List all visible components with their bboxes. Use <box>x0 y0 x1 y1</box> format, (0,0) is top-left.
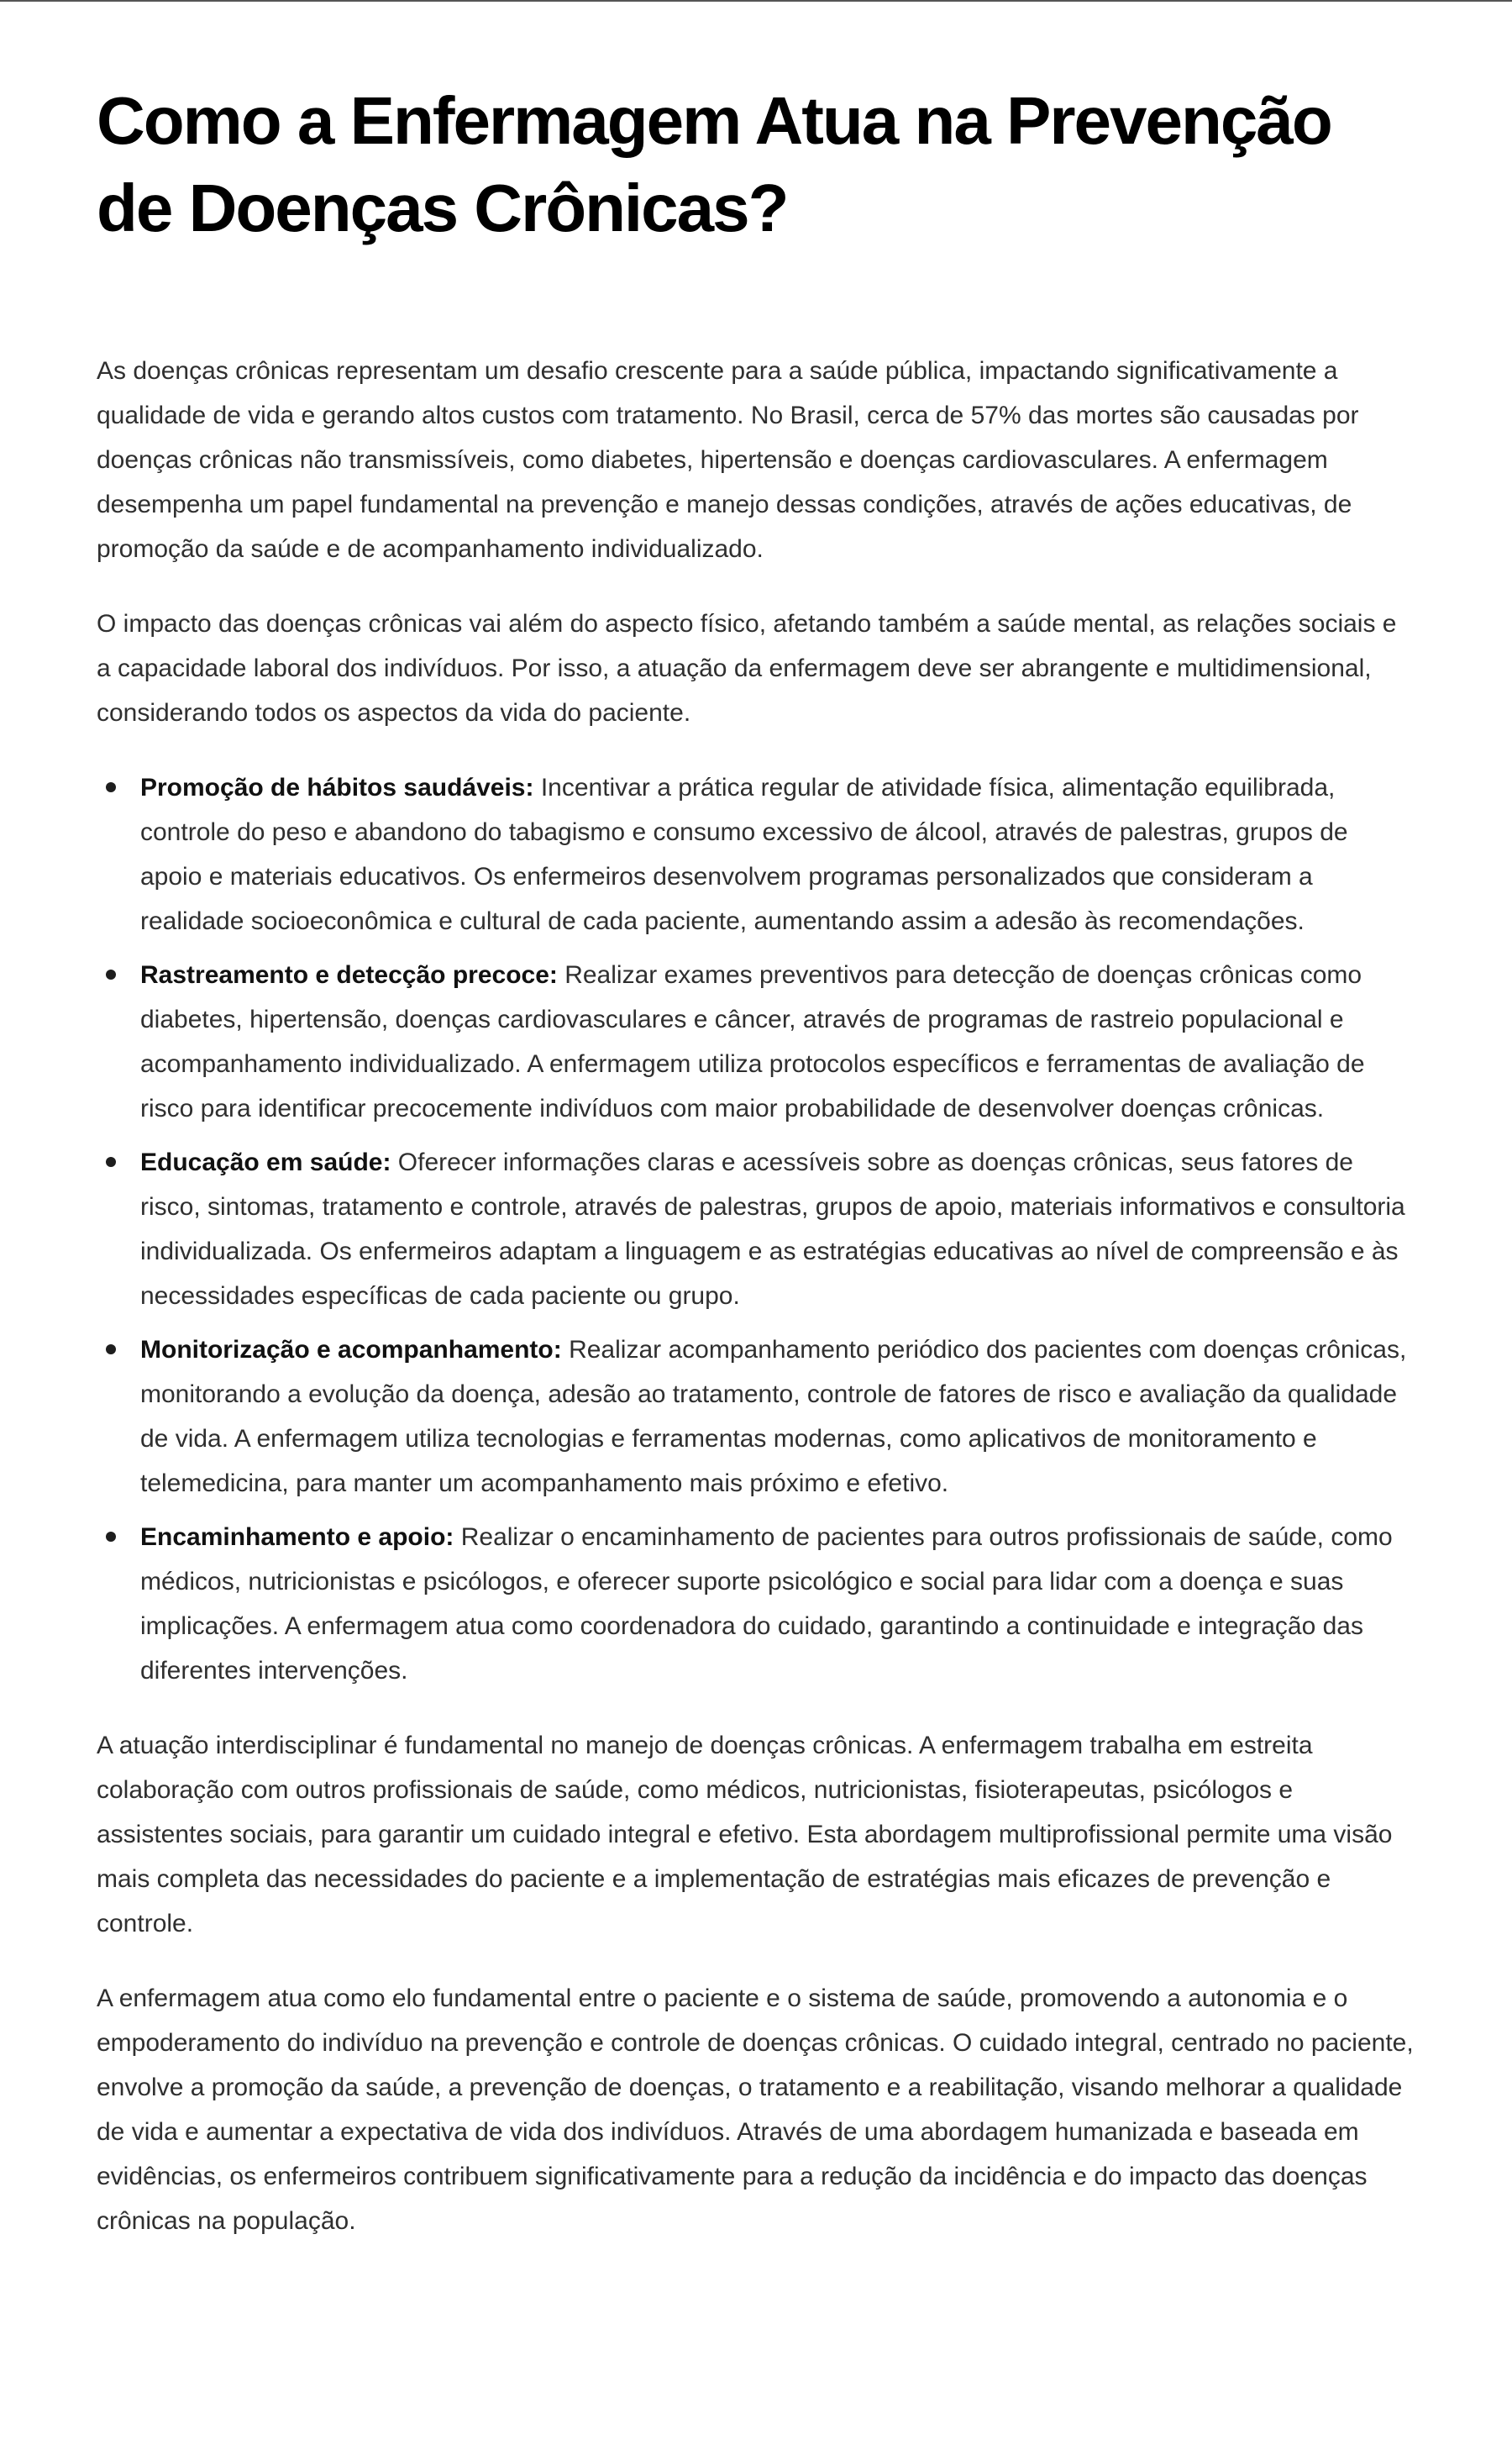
list-item <box>140 765 1415 944</box>
list-item <box>140 1327 1415 1506</box>
intro-paragraph: As doenças crônicas representam um desafio crescente para a saúde pública, impactando significativamente a qualidade de vida e gerando altos custos com tratamento. No Brasil, cerca de 57% das mortes são causadas por doenças crônicas não transmissíveis, como diabetes, hipertensão e doenças cardiovasculares. A enfermagem desempenha um papel fundamental na prevenção e manejo dessas condições, através de ações educativas, de promoção da saúde e de acompanhamento individualizado. <box>97 357 1359 563</box>
list-item-label: Rastreamento e detecção precoce: <box>140 961 558 989</box>
bullet-icon <box>106 1157 116 1167</box>
list-item <box>140 1515 1415 1693</box>
closing-paragraph: A atuação interdisciplinar é fundamental no manejo de doenças crônicas. A enfermagem trabalha em estreita colaboração com outros profissionais de saúde, como médicos, nutricionistas, fisioterapeutas, psicólogos e assistentes sociais, para garantir um cuidado integral e efetivo. Esta abordagem multiprofissional permite uma visão mais completa das necessidades do paciente e a implementação de estratégias mais eficazes de prevenção e controle. <box>97 1732 1393 1937</box>
list-item-text: Realizar exames preventivos para detecção de doenças crônicas como diabetes, hipertensão, doenças cardiovasculares e câncer, através de programas de rastreio populacional e acompanhamento individualizado. A enfermagem utiliza protocolos específicos e ferramentas de avaliação de risco para identificar precocemente indivíduos com maior probabilidade de desenvolver doenças crônicas. <box>140 961 1365 1122</box>
list-item <box>140 953 1415 1131</box>
list-item-label: Promoção de hábitos saudáveis: <box>140 774 534 802</box>
bullet-icon <box>106 1344 116 1354</box>
list-item-text: Oferecer informações claras e acessíveis sobre as doenças crônicas, seus fatores de risco, sintomas, tratamento e controle, através de palestras, grupos de apoio, materiais informativos e consultoria individualizada. Os enfermeiros adaptam a linguagem e as estratégias educativas ao nível de compreensão e às necessidades específicas de cada paciente ou grupo. <box>140 1149 1405 1310</box>
list-item <box>140 1140 1415 1318</box>
list-item-label: Encaminhamento e apoio: <box>140 1523 454 1551</box>
list-item-label: Monitorização e acompanhamento: <box>140 1336 562 1364</box>
closing-paragraph: A enfermagem atua como elo fundamental entre o paciente e o sistema de saúde, promovendo a autonomia e o empoderamento do indivíduo na prevenção e controle de doenças crônicas. O cuidado integral, centrado no paciente, envolve a promoção da saúde, a prevenção de doenças, o tratamento e a reabilitação, visando melhorar a qualidade de vida e aumentar a expectativa de vida dos indivíduos. Através de uma abordagem humanizada e baseada em evidências, os enfermeiros contribuem significativamente para a redução da incidência e do impacto das doenças crônicas na população. <box>97 1985 1414 2235</box>
page-title: Como a Enfermagem Atua na Prevenção de Doenças Crônicas? <box>97 83 1331 245</box>
bullet-icon <box>106 782 116 792</box>
intro-paragraph: O impacto das doenças crônicas vai além do aspecto físico, afetando também a saúde mental, as relações sociais e a capacidade laboral dos indivíduos. Por isso, a atuação da enfermagem deve ser abrangente e multidimensional, considerando todos os aspectos da vida do paciente. <box>97 610 1397 727</box>
list-item-text: Incentivar a prática regular de atividade física, alimentação equilibrada, controle do peso e abandono do tabagismo e consumo excessivo de álcool, através de palestras, grupos de apoio e materiais educativos. Os enfermeiros desenvolvem programas personalizados que consideram a realidade socioeconômica e cultural de cada paciente, aumentando assim a adesão às recomendações. <box>140 774 1348 935</box>
list-item-label: Educação em saúde: <box>140 1149 391 1176</box>
list-item-text: Realizar acompanhamento periódico dos pacientes com doenças crônicas, monitorando a evolução da doença, adesão ao tratamento, controle de fatores de risco e avaliação da qualidade de vida. A enfermagem utiliza tecnologias e ferramentas modernas, como aplicativos de monitoramento e telemedicina, para manter um acompanhamento mais próximo e efetivo. <box>140 1336 1407 1497</box>
bullet-icon <box>106 1532 116 1542</box>
article <box>97 77 1415 2274</box>
list-item-text: Realizar o encaminhamento de pacientes para outros profissionais de saúde, como médicos, nutricionistas e psicólogos, e oferecer suporte psicológico e social para lidar com a doença e suas implicações. A enfermagem atua como coordenadora do cuidado, garantindo a continuidade e integração das diferentes intervenções. <box>140 1523 1393 1685</box>
bullet-list <box>97 765 1415 1693</box>
bullet-icon <box>106 970 116 980</box>
top-divider <box>0 0 1512 2</box>
